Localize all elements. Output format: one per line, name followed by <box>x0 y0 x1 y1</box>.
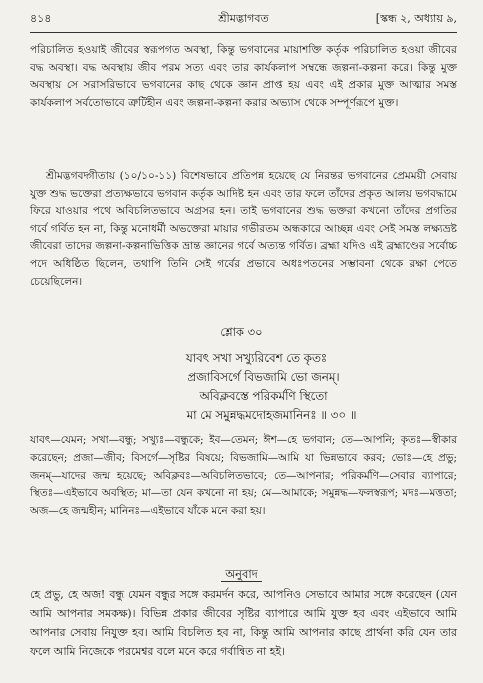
sloka-title: শ্লোক ৩০ <box>220 325 263 339</box>
book-title: শ্রীমদ্ভাগবত <box>218 12 269 25</box>
synonyms: যাবৎ—যেমন; সখা—বন্ধু; সখ্যুঃ—বন্ধুকে; ইব—তেমন; ঈশ—হে ভগবান; তে—আপনি; কৃতঃ—স্বীকার করেছেন; প্রজা—জীব; বিসর্গে—সৃষ্টির বিষয়ে; বিভজামি—আমি যা ভিন্নভাবে করব; ভোঃ—হে প্রভু; জনম্—যাদের জন্ম হয়েছে; অবিক্লবঃ—অবিচলিতভাবে; তে—আপনার; পরিকর্মণি—সেবার ব্যাপারে; স্থিতঃ—এইভাবে অবস্থিত; মা—তা যেন কখনো না হয়; মে—আমাকে; সমুন্নদ্ধ—ফলস্বরূপ; মদঃ—মত্ততা; অজ—হে জন্মহীন; মানিনঃ—এইভাবে যাঁকে মনে করা হয়। <box>30 434 457 518</box>
translation-title <box>0 566 483 585</box>
header-rule <box>30 32 457 33</box>
verse-line-4: মা মে সমুন্নদ্ধমদোহজমানিনঃ ॥ ৩০ ॥ <box>186 408 357 422</box>
purport-paragraph-1: পরিচালিত হওয়াই জীবের স্বরূপগত অবস্থা, কিন্তু ভগবানের মায়াশক্তি কর্তৃক পরিচালিত হওয়া জীবের বদ্ধ অবস্থা। বদ্ধ অবস্থায় জীব পরম সত্য এবং তার কার্যকলাপ সম্বন্ধে জল্পনা-কল্পনা করে। কিন্তু মুক্ত অবস্থায় সে সরাসরিভাবে ভগবানের কাছ থেকে জ্ঞান প্রাপ্ত হয় এবং এই প্রকার মুক্ত আত্মার সমস্ত কার্যকলাপ সর্বতোভাবে ত্রুটিহীন এবং জল্পনা-কল্পনা করার অভ্যাস থেকে সম্পূর্ণরূপে মুক্ত। <box>30 44 457 109</box>
translation-title-text: অনুবাদ <box>221 567 262 582</box>
translation-text: হে প্রভু, হে অজ! বন্ধু যেমন বন্ধুর সঙ্গে করমর্দন করে, আপনিও সেভাবে আমার সঙ্গে করেছেন (যেন আমি আপনার সমকক্ষ)। বিভিন্ন প্রকার জীবের সৃষ্টির ব্যাপারে আমি যুক্ত হব এবং এইভাবে আমি আপনার সেবায় নিযুক্ত হব। আমি বিচলিত হব না, কিন্তু আমি আপনার কাছে প্রার্থনা করি যেন তার ফলে আমি নিজেকে পরমেশ্বর বলে মনে করে গর্বান্বিত না হই। <box>30 588 457 658</box>
chapter-reference: [স্কন্ধ ২, অধ্যায় ৯, <box>375 12 457 25</box>
page-number: ৪১৪ <box>30 12 52 25</box>
running-header <box>30 8 457 28</box>
verse-line-1: যাবৎ সখা সখ্যুরিবেশ তে কৃতঃ <box>185 351 328 365</box>
verse-line-3: অবিক্লবস্তে পরিকর্মণি স্থিতো <box>199 389 328 403</box>
purport-paragraph-2: শ্রীমদ্ভগবদ্গীতায় (১০/১০-১১) বিশেষভাবে প্রতিপন্ন হয়েছে যে নিরন্তর ভগবানের প্রেমময়ী সেবায় যুক্ত শুদ্ধ ভক্তেরা প্রত্যক্ষভাবে ভগবান কর্তৃক আদিষ্ট হন এবং তার ফলে তাঁদের প্রকৃত আলয় ভগবদ্ধামে ফিরে যাওয়ার পথে অবিচলিতভাবে অগ্রসর হন। তাই ভগবানের শুদ্ধ ভক্তরা কখনো তাঁদের প্রগতির গর্বে গর্বিত হন না, কিন্তু মনোধর্মী অভক্তেরা মায়ার গভীরতম অন্ধকারে আচ্ছন্ন এবং সেই সমস্ত লক্ষ্যভ্রষ্ট জীবেরা তাদের জল্পনা-কল্পনাভিত্তিক ভ্রান্ত জ্ঞানের গর্বে অত্যন্ত গর্বিত। ব্রহ্মা যদিও এই ব্রহ্মাণ্ডের সর্বোচ্চ পদে অধিষ্ঠিত ছিলেন, তথাপি তিনি সেই গর্বের প্রভাবে অধঃপতনের সম্ভাবনা থেকে রক্ষা পেতে চেয়েছিলেন। <box>30 170 457 288</box>
verse-line-2: প্রজাবিসর্গে বিভজামি ভো জনম্। <box>187 370 340 384</box>
